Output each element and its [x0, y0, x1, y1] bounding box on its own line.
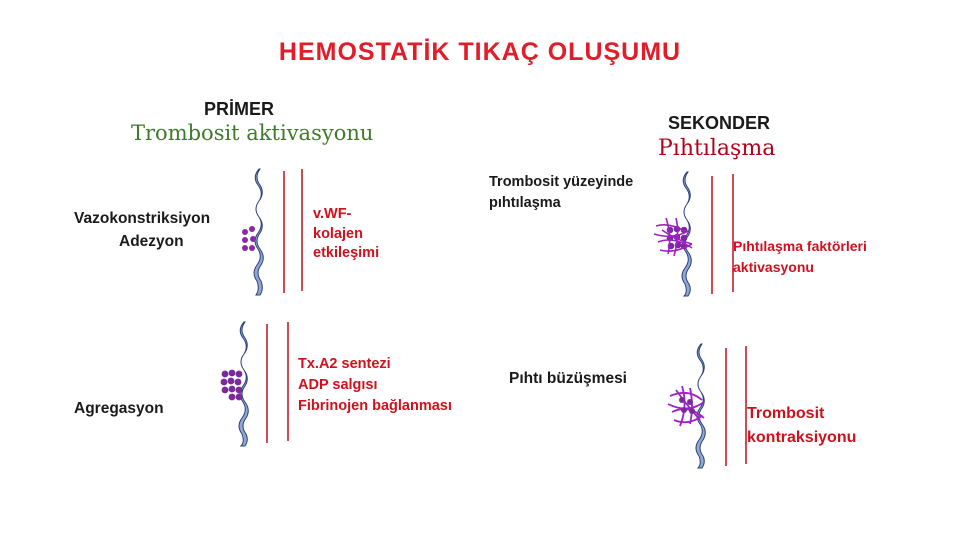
- contraction-text: [747, 402, 856, 450]
- vwf-text: [313, 205, 379, 264]
- vwf-line-2: kolajen: [313, 225, 363, 242]
- label-pihti-buzusmesi: Pıhtı büzüşmesi: [509, 370, 627, 387]
- platelets: [242, 226, 256, 251]
- aggregation-illustration: [215, 318, 295, 453]
- page-title: HEMOSTATİK TIKAÇ OLUŞUMU: [278, 38, 682, 66]
- vwf-line-1: v.WF-: [313, 206, 352, 222]
- secondary-subheading: Pıhtılaşma: [658, 136, 776, 161]
- label-adezyon: Adezyon: [119, 233, 184, 250]
- surface-coag-label: [489, 172, 633, 214]
- adp-line: ADP salgısı: [298, 377, 378, 394]
- platelet-aggregate: [221, 370, 243, 401]
- factor-line-2: aktivasyonu: [733, 259, 814, 275]
- adhesion-illustration: [236, 165, 316, 305]
- secondary-heading: SEKONDER: [668, 113, 771, 133]
- aggregation-text: [298, 354, 452, 417]
- vwf-line-3: etkileşimi: [313, 245, 380, 262]
- factor-activation-text: [733, 236, 867, 278]
- contraction-line-1: Trombosit: [747, 405, 825, 422]
- primary-heading: PRİMER: [204, 99, 275, 119]
- label-vazokonstriksiyon: Vazokonstriksiyon: [74, 210, 211, 227]
- factor-line-1: Pıhtılaşma faktörleri: [733, 238, 867, 254]
- txa2-line: Tx.A2 sentezi: [298, 356, 391, 372]
- coagulation-illustration: [650, 168, 740, 303]
- surface-coag-line-2: pıhtılaşma: [489, 195, 561, 212]
- label-agregasyon: Agregasyon: [74, 400, 164, 417]
- surface-coag-line-1: Trombosit yüzeyinde: [489, 174, 634, 190]
- fibrinogen-line: Fibrinojen bağlanması: [298, 398, 452, 415]
- contraction-line-2: kontraksiyonu: [747, 429, 857, 446]
- endothelium-cells: [254, 169, 263, 295]
- primary-subheading: Trombosit aktivasyonu: [131, 121, 374, 145]
- clot-retraction-illustration: [660, 340, 755, 475]
